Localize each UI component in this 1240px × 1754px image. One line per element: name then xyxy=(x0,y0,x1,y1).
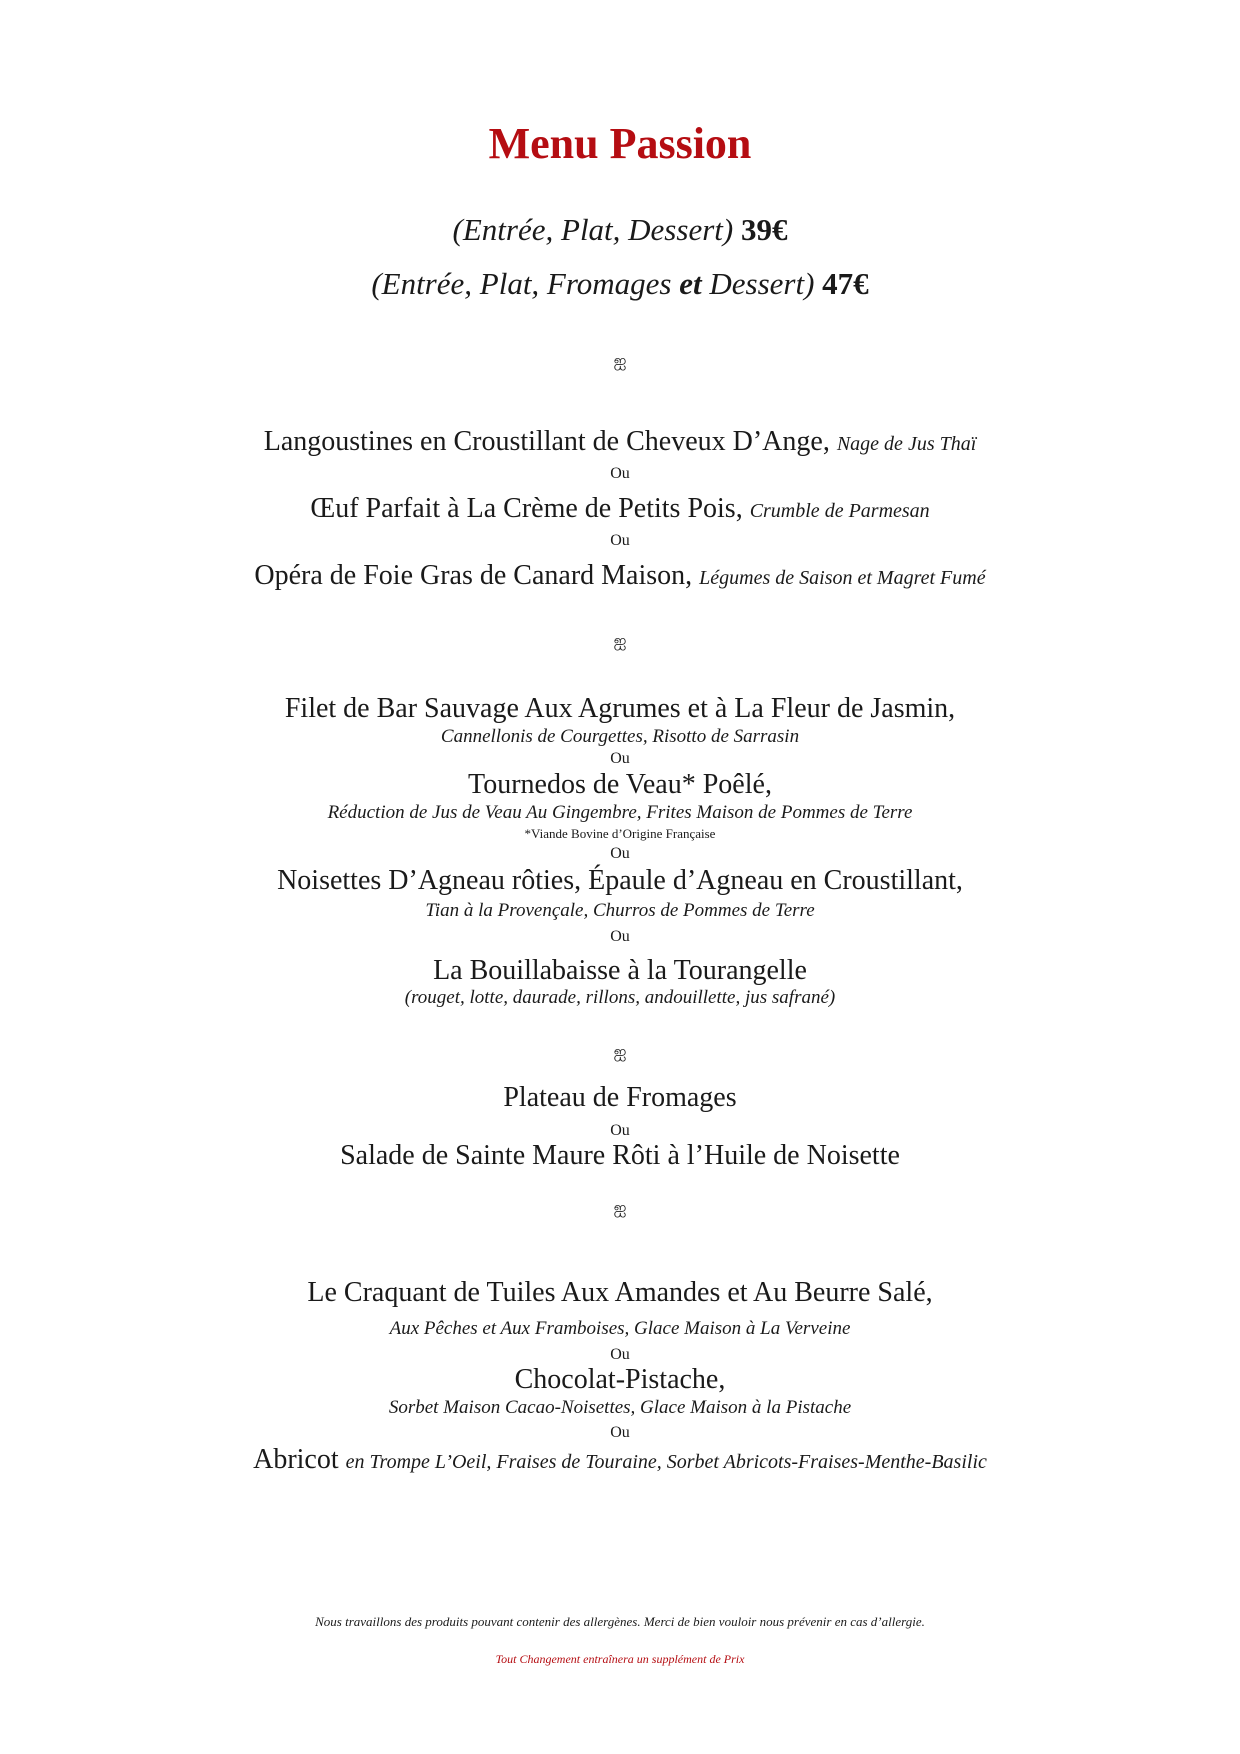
entree-item xyxy=(0,493,1240,525)
ou-separator: Ou xyxy=(610,1346,630,1363)
plat-item: Tournedos de Veau* Poêlé, xyxy=(468,769,772,800)
entree-item xyxy=(0,426,1240,458)
dish-name: Langoustines en Croustillant de Cheveux D’Ange, xyxy=(263,426,830,457)
dish-description: (rouget, lotte, daurade, rillons, andouillette, jus safrané) xyxy=(404,987,836,1008)
formula-label-a: (Entrée, Plat, Fromages xyxy=(371,266,680,301)
ou-separator: Ou xyxy=(610,532,630,549)
ou-separator: Ou xyxy=(610,928,630,945)
entree-item xyxy=(0,560,1240,592)
dish-side: en Trompe L’Oeil, Fraises de Touraine, Sorbet Abricots-Fraises-Menthe-Basilic xyxy=(345,1451,987,1473)
cheese-item: Plateau de Fromages xyxy=(503,1082,737,1113)
cheese-item: Salade de Sainte Maure Rôti à l’Huile de Noisette xyxy=(340,1140,900,1171)
dish-description: Sorbet Maison Cacao-Noisettes, Glace Maison à la Pistache xyxy=(388,1397,852,1418)
ornament-icon: ஐ xyxy=(613,1044,627,1061)
plat-item: Noisettes D’Agneau rôties, Épaule d’Agneau en Croustillant, xyxy=(277,865,963,896)
formula-four-courses xyxy=(0,266,1240,302)
ornament-icon: ஐ xyxy=(613,633,627,650)
ou-separator: Ou xyxy=(610,845,630,862)
dessert-item xyxy=(0,1444,1240,1476)
dish-side: Légumes de Saison et Magret Fumé xyxy=(699,567,986,589)
change-notice: Tout Changement entraînera un supplément de Prix xyxy=(495,1652,745,1666)
origin-note: *Viande Bovine d’Origine Française xyxy=(524,826,716,841)
plat-item: La Bouillabaisse à la Tourangelle xyxy=(433,955,807,986)
dessert-item: Chocolat-Pistache, xyxy=(514,1364,726,1395)
dish-description: Réduction de Jus de Veau Au Gingembre, Frites Maison de Pommes de Terre xyxy=(327,802,913,823)
dish-description: Tian à la Provençale, Churros de Pommes de Terre xyxy=(425,900,815,921)
formula-price: 39€ xyxy=(740,212,788,247)
ornament-icon: ஐ xyxy=(613,353,627,370)
formula-price: 47€ xyxy=(822,266,869,301)
ou-separator: Ou xyxy=(610,1122,630,1139)
ornament-icon: ஐ xyxy=(613,1200,627,1217)
dish-name: Opéra de Foie Gras de Canard Maison, xyxy=(254,560,693,591)
formula-three-courses xyxy=(0,212,1240,248)
dish-name: Abricot xyxy=(253,1444,339,1475)
dessert-item: Le Craquant de Tuiles Aux Amandes et Au Beurre Salé, xyxy=(307,1277,933,1308)
dish-name: Œuf Parfait à La Crème de Petits Pois, xyxy=(310,493,743,524)
allergen-notice: Nous travaillons des produits pouvant contenir des allergènes. Merci de bien vouloir nous prévenir en cas d’allergie. xyxy=(315,1614,925,1629)
formula-label: (Entrée, Plat, Dessert) xyxy=(452,212,734,247)
formula-conjunction: et xyxy=(679,266,702,301)
ou-separator: Ou xyxy=(610,1424,630,1441)
menu-title: Menu Passion xyxy=(488,119,752,168)
dish-description: Aux Pêches et Aux Framboises, Glace Maison à La Verveine xyxy=(389,1318,851,1339)
ou-separator: Ou xyxy=(610,465,630,482)
dish-side: Crumble de Parmesan xyxy=(749,500,930,522)
dish-side: Nage de Jus Thaï xyxy=(836,433,977,455)
ou-separator: Ou xyxy=(610,750,630,767)
dish-description: Cannellonis de Courgettes, Risotto de Sarrasin xyxy=(440,726,800,747)
formula-label-b: Dessert) xyxy=(701,266,815,301)
plat-item: Filet de Bar Sauvage Aux Agrumes et à La Fleur de Jasmin, xyxy=(284,693,956,724)
